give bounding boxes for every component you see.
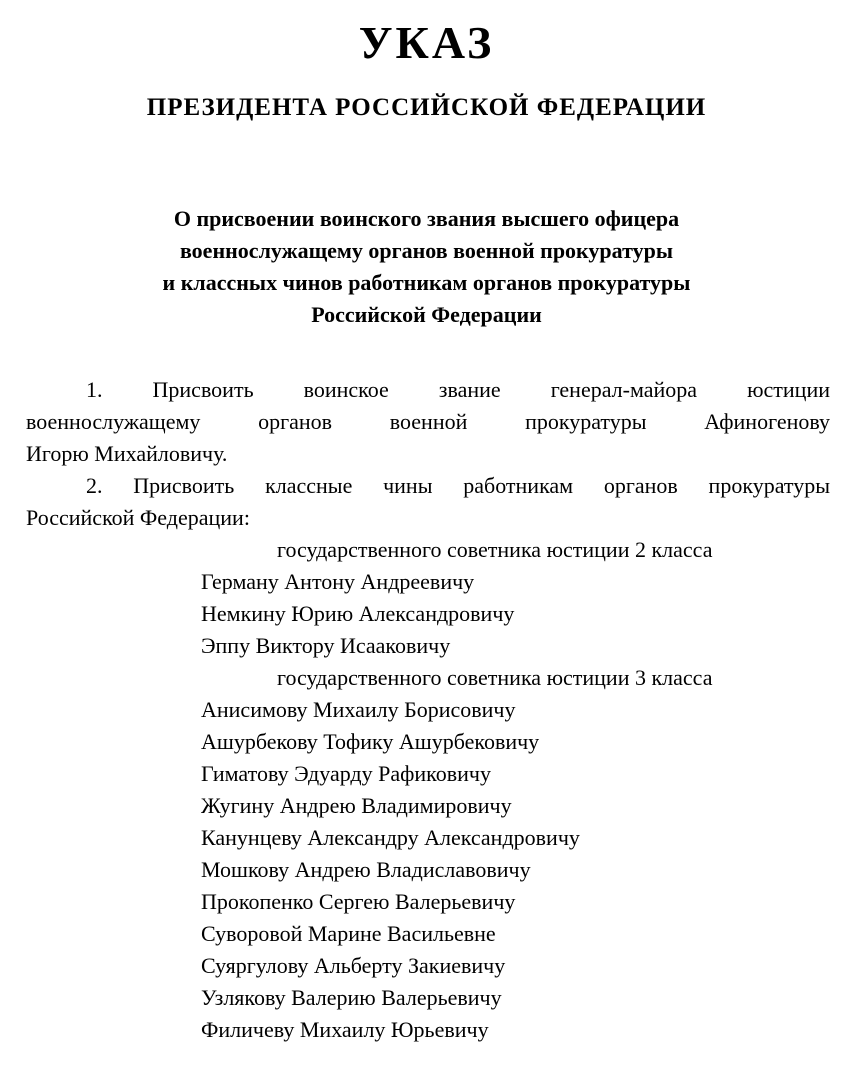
name-list-item: Гиматову Эдуарду Рафиковичу — [201, 761, 491, 786]
name-list-item: Немкину Юрию Александровичу — [201, 601, 515, 626]
name-list-item: Канунцеву Александру Александровичу — [201, 825, 580, 850]
rank-heading-class-3: государственного советника юстиции 3 класса — [277, 665, 713, 690]
name-list-item: Узлякову Валерию Валерьевичу — [201, 985, 502, 1010]
name-list-item: Эппу Виктору Исааковичу — [201, 633, 451, 658]
name-list-class-2 — [201, 566, 514, 662]
title-line: О присвоении воинского звания высшего офицера — [173, 206, 680, 231]
paragraph-2 — [26, 470, 830, 534]
document-title — [0, 203, 853, 331]
name-list-item: Суворовой Марине Васильевне — [201, 921, 496, 946]
paragraph-2-line: 2. Присвоить классные чины работникам органов прокуратуры — [86, 473, 830, 498]
name-list-item: Филичеву Михаилу Юрьевичу — [201, 1017, 489, 1042]
name-list-item: Жугину Андрею Владимировичу — [201, 793, 512, 818]
document-type-heading: УКАЗ — [358, 17, 495, 68]
paragraph-1-line: Игорю Михайловичу. — [26, 441, 228, 466]
rank-heading-class-2: государственного советника юстиции 2 класса — [277, 537, 713, 562]
title-line: Российской Федерации — [311, 302, 542, 327]
title-line: и классных чинов работникам органов прокуратуры — [162, 270, 691, 295]
name-list-item: Мошкову Андрею Владиславовичу — [201, 857, 531, 882]
title-line: военнослужащему органов военной прокуратуры — [179, 238, 674, 263]
document-issuer-heading: ПРЕЗИДЕНТА РОССИЙСКОЙ ФЕДЕРАЦИИ — [146, 94, 707, 121]
name-list-item: Анисимову Михаилу Борисовичу — [201, 697, 516, 722]
paragraph-2-line: Российской Федерации: — [26, 505, 250, 530]
name-list-class-3 — [201, 694, 580, 1046]
name-list-item: Суяргулову Альберту Закиевичу — [201, 953, 506, 978]
paragraph-1 — [26, 374, 830, 470]
name-list-item: Герману Антону Андреевичу — [201, 569, 475, 594]
name-list-item: Прокопенко Сергею Валерьевичу — [201, 889, 516, 914]
name-list-item: Ашурбекову Тофику Ашурбековичу — [201, 729, 540, 754]
paragraph-1-line: 1. Присвоить воинское звание генерал-майора юстиции — [86, 377, 830, 402]
paragraph-1-line: военнослужащему органов военной прокуратуры Афиногенову — [26, 409, 830, 434]
